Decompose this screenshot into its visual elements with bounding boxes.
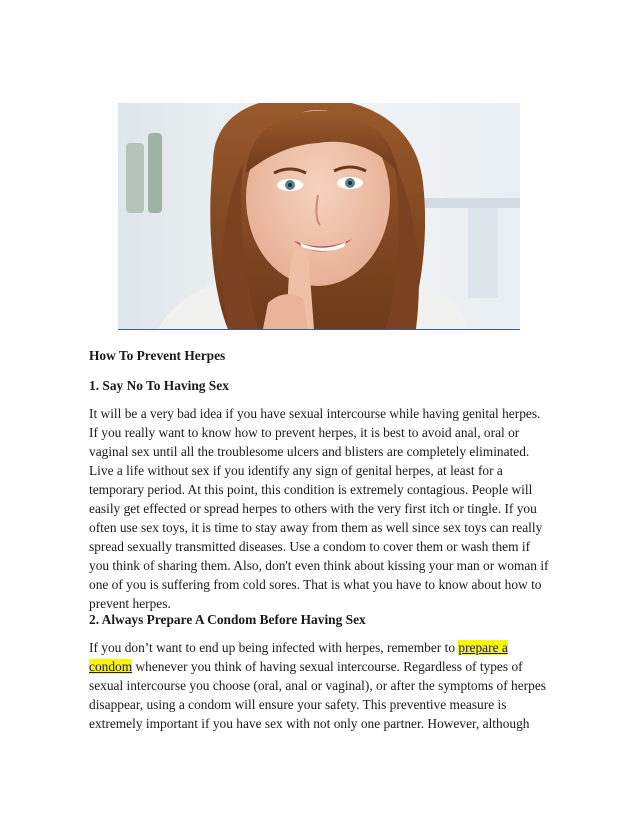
paragraph-text-after-link: whenever you think of having sexual intercourse. Regardless of types of sexual intercourse you choose (oral, anal or vaginal), or after the symptoms of herpes disappear, using a condom will ensure your safety. This preventive measure is extremely important if you have sex with not only one partner. However, although bbox=[89, 659, 546, 731]
section-paragraph-1: It will be a very bad idea if you have sexual intercourse while having genital herpes. If you really want to know how to prevent herpes, it is best to avoid anal, oral or vaginal sex until all the troublesome ulcers and blisters are completely eliminated. Live a life without sex if you identify any sign of genital herpes, at least for a temporary period. At this point, this condition is extremely contagious. People will easily get effected or spread herpes to others with the very first itch or tingle. If you often use sex toys, it is time to stay away from them as well since sex toys can really spread sexually transmitted diseases. Use a condom to cover them or wash them if you think of sharing them. Also, don't even think about kissing your man or woman if one of you is suffering from cold sores. That is what you have to know about how to prevent herpes. bbox=[89, 406, 549, 611]
section-heading-1: 1. Say No To Having Sex bbox=[89, 378, 229, 393]
photo-divider bbox=[118, 329, 520, 330]
section-paragraph-2 bbox=[89, 638, 551, 733]
section-heading-2: 2. Always Prepare A Condom Before Having Sex bbox=[89, 612, 366, 627]
article-photo bbox=[118, 103, 520, 329]
prepare-condom-link[interactable]: prepare a condom bbox=[89, 640, 508, 674]
woman-smiling-photo bbox=[118, 103, 520, 329]
paragraph-text-before-link: If you don’t want to end up being infected with herpes, remember to bbox=[89, 640, 459, 655]
article-title: How To Prevent Herpes bbox=[89, 348, 226, 363]
